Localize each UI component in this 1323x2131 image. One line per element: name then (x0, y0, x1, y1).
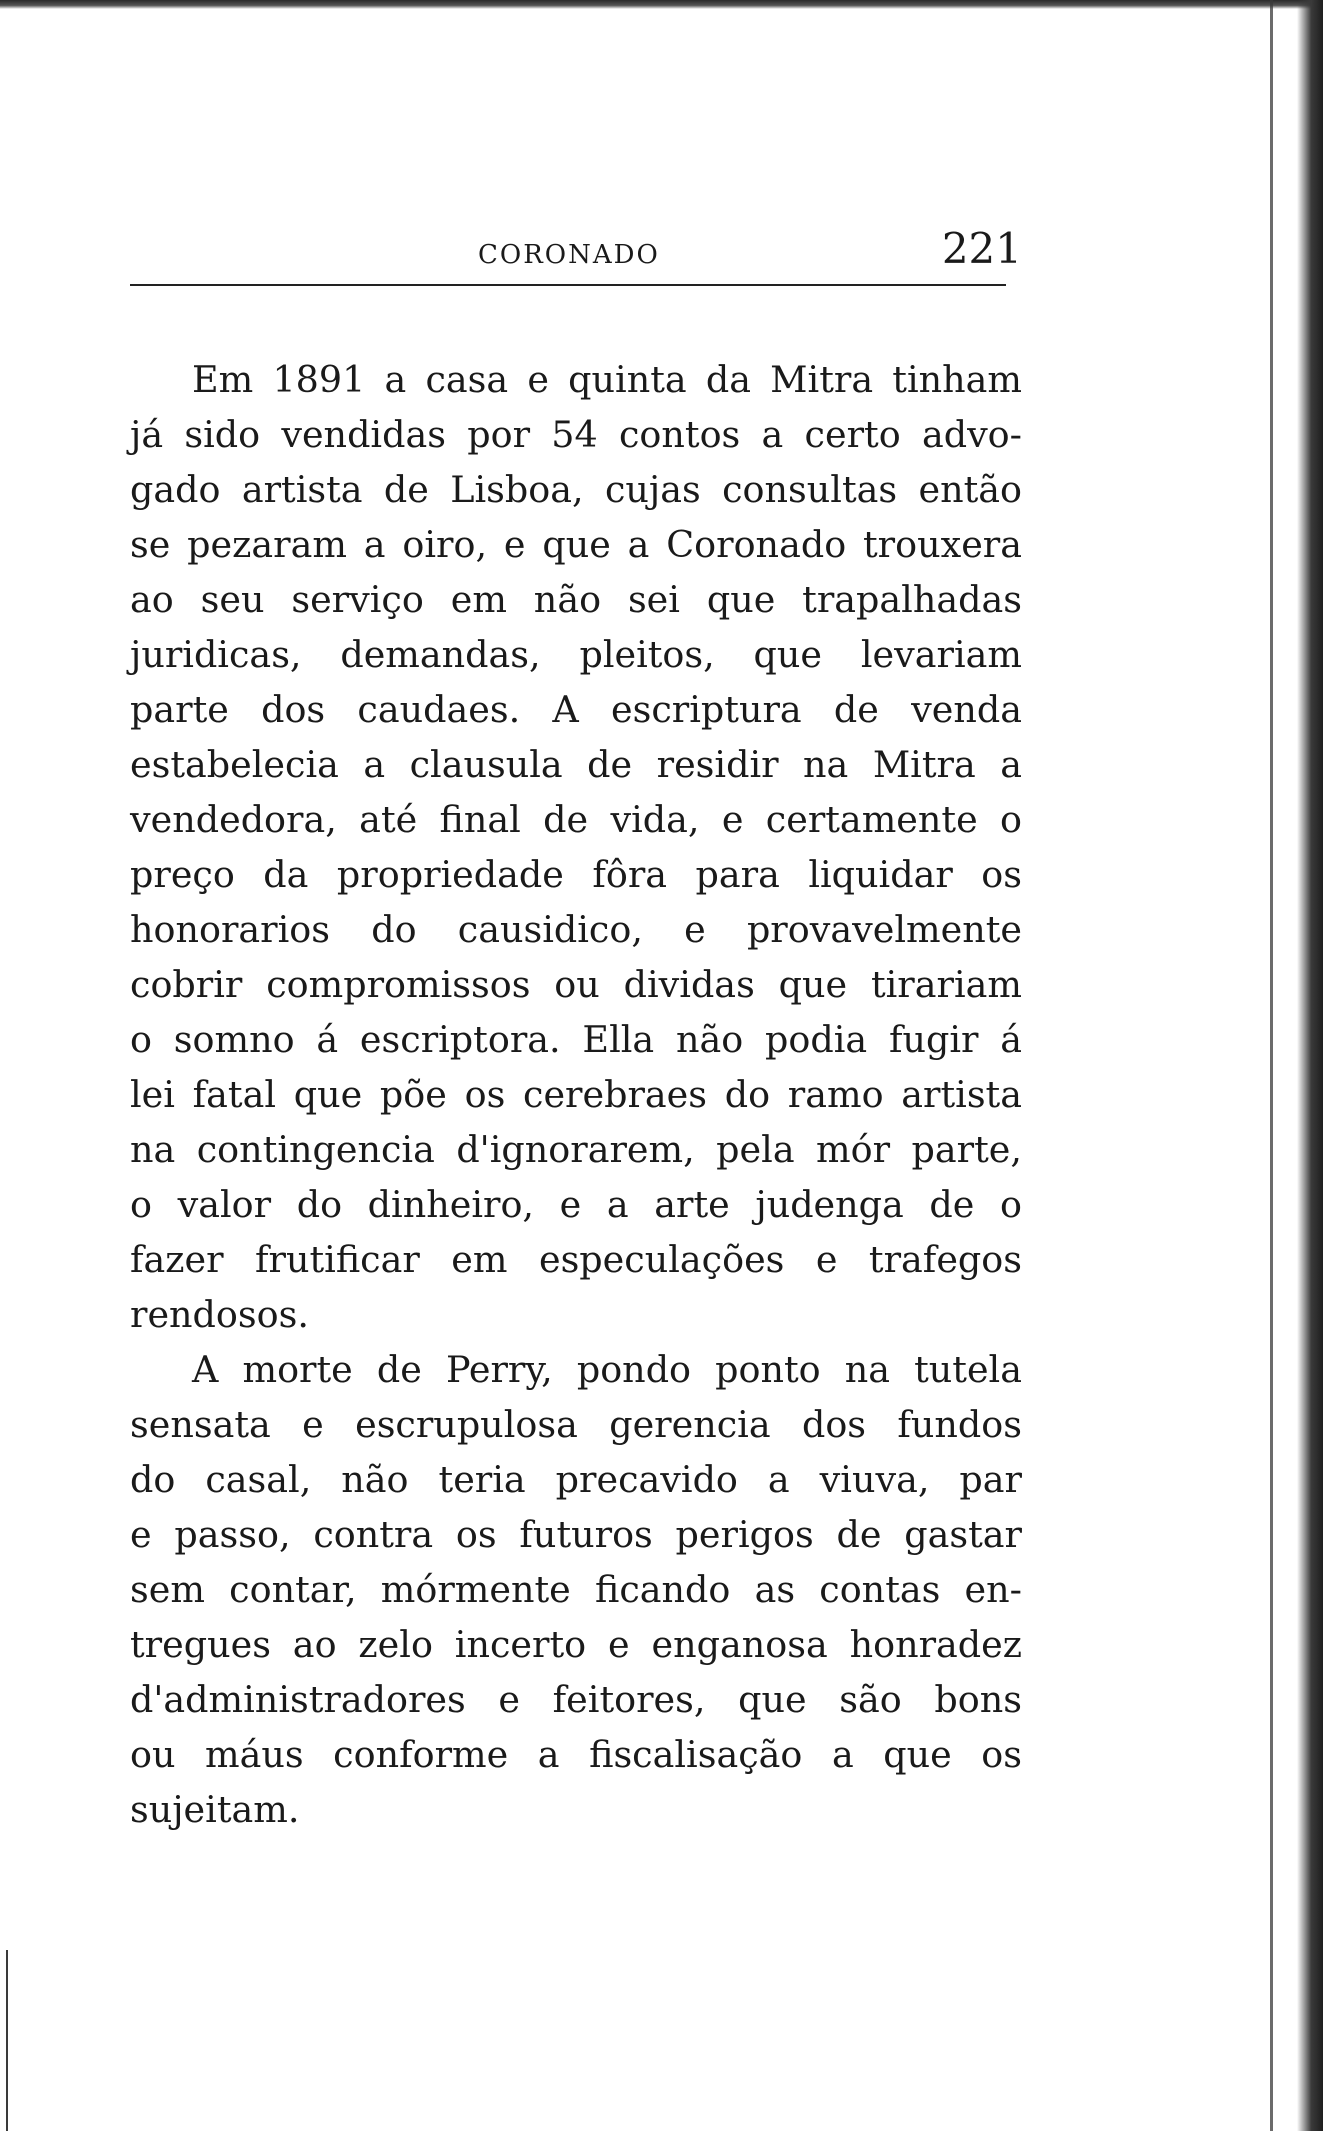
text-line: se pezaram a oiro, e que a Coronado trouxera (130, 523, 1022, 566)
text-line: o somno á escriptora. Ella não podia fugir á (130, 1018, 1022, 1061)
text-line: vendedora, até final de vida, e certamente o (130, 798, 1022, 841)
page-header (130, 222, 1022, 278)
scan-left-mark (6, 1950, 8, 2131)
text-line: na contingencia d'ignorarem, pela mór parte, (130, 1128, 1022, 1171)
running-title: CORONADO (478, 240, 660, 270)
text-line: parte dos caudaes. A escriptura de venda (130, 688, 1022, 731)
page-gutter-line (1270, 0, 1273, 2131)
text-line: e passo, contra os futuros perigos de gastar (130, 1513, 1022, 1556)
header-rule (130, 284, 1006, 286)
text-line: A morte de Perry, pondo ponto na tutela (192, 1348, 1022, 1391)
text-line: já sido vendidas por 54 contos a certo advo- (130, 413, 1022, 456)
page-number: 221 (941, 224, 1022, 273)
scan-right-edge (1297, 0, 1323, 2131)
text-line: tregues ao zelo incerto e enganosa honradez (130, 1623, 1022, 1666)
text-line: lei fatal que põe os cerebraes do ramo artista (130, 1073, 1022, 1116)
paragraph-1 (130, 352, 1022, 1342)
text-line: sujeitam. (130, 1788, 300, 1831)
body-text (130, 352, 1022, 1837)
text-line: do casal, não teria precavido a viuva, par (130, 1458, 1022, 1501)
text-line: sem contar, mórmente ficando as contas en- (130, 1568, 1022, 1611)
text-line: juridicas, demandas, pleitos, que levariam (130, 633, 1022, 676)
text-line: cobrir compromissos ou dividas que tirariam (130, 963, 1022, 1006)
text-line: fazer frutificar em especulações e trafegos (130, 1238, 1022, 1281)
text-line: ou máus conforme a fiscalisação a que os (130, 1733, 1022, 1776)
text-line: preço da propriedade fôra para liquidar os (130, 853, 1022, 896)
text-line: estabelecia a clausula de residir na Mitra a (130, 743, 1022, 786)
text-line: ao seu serviço em não sei que trapalhadas (130, 578, 1022, 621)
text-line: sensata e escrupulosa gerencia dos fundos (130, 1403, 1022, 1446)
text-line: honorarios do causidico, e provavelmente (130, 908, 1022, 951)
text-line: d'administradores e feitores, que são bons (130, 1678, 1022, 1721)
text-line: rendosos. (130, 1293, 309, 1336)
text-line: o valor do dinheiro, e a arte judenga de o (130, 1183, 1022, 1226)
paragraph-2 (130, 1342, 1022, 1837)
text-line: Em 1891 a casa e quinta da Mitra tinham (192, 358, 1022, 401)
text-line: gado artista de Lisboa, cujas consultas então (130, 468, 1022, 511)
scan-top-edge (0, 0, 1323, 9)
